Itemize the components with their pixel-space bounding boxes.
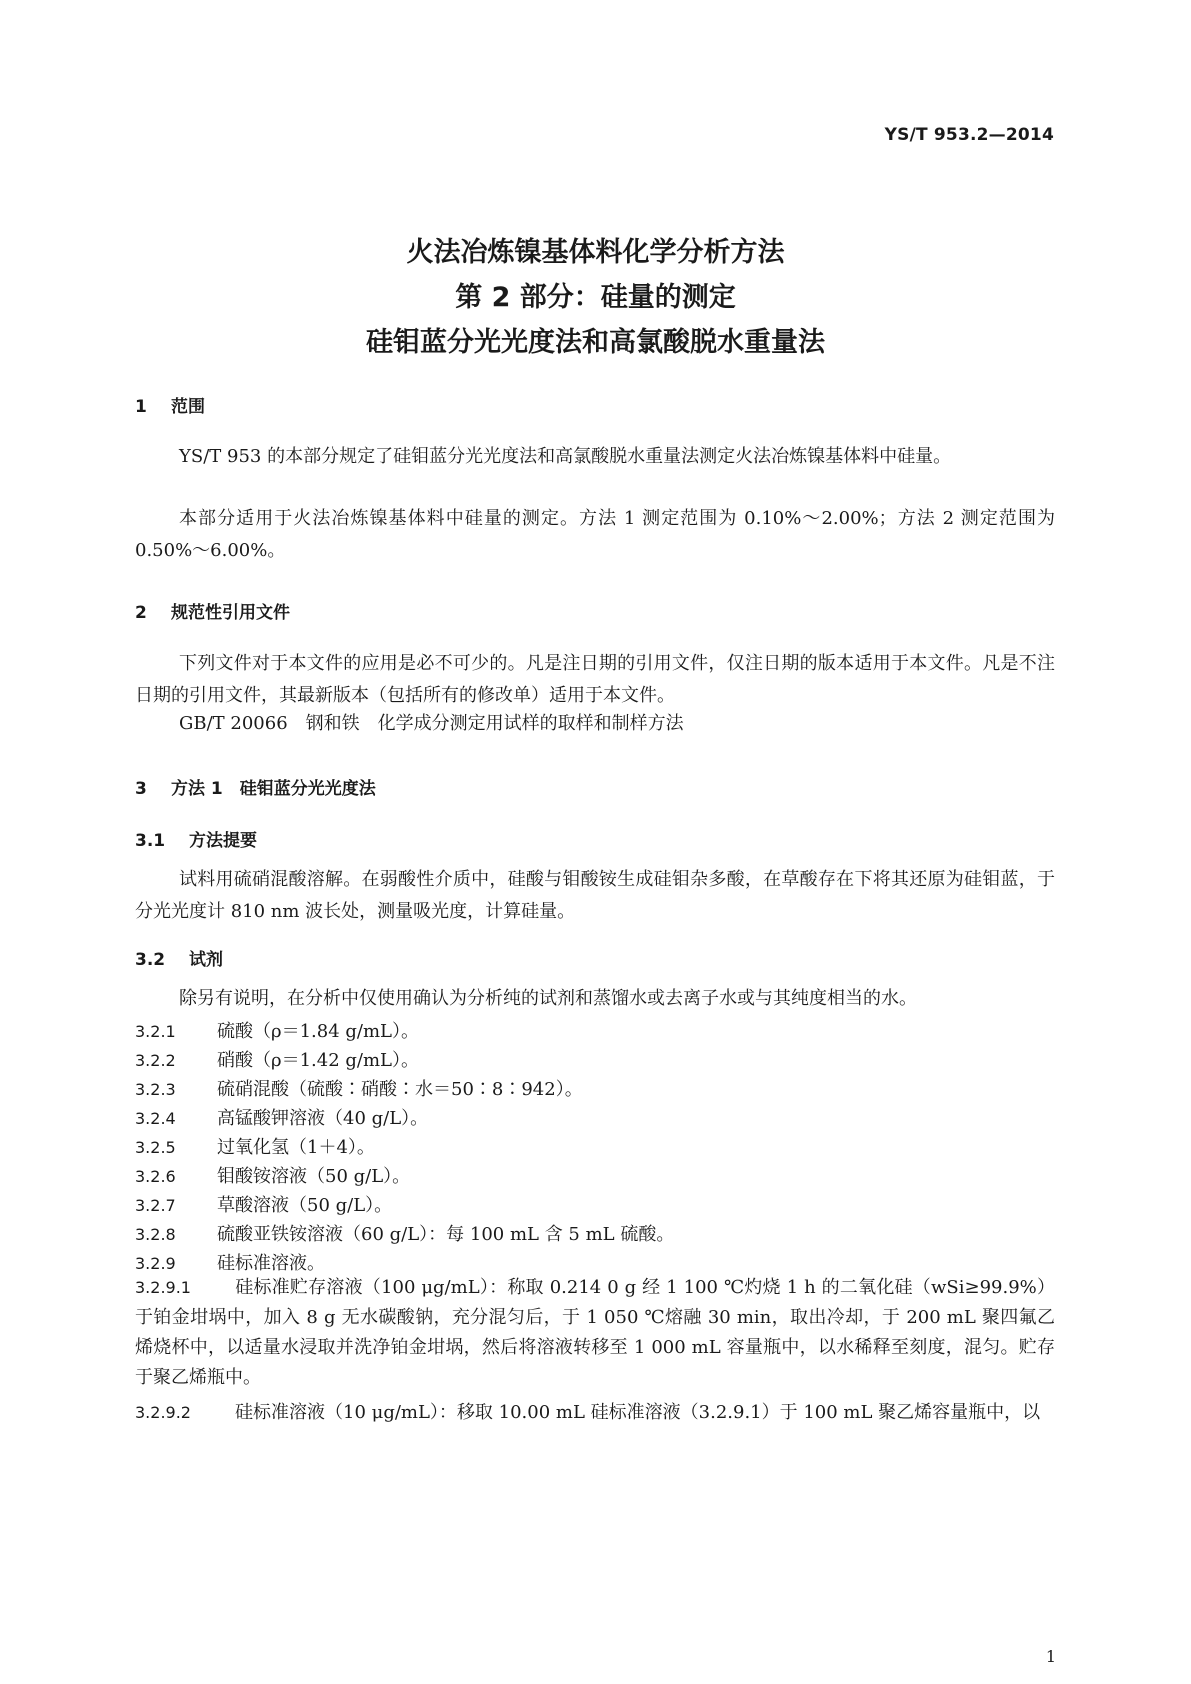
reagent-item: 3.2.2 硝酸（ρ＝1.42 g/mL）。 — [135, 1050, 419, 1071]
document-title — [0, 230, 1191, 365]
page-number: 1 — [1045, 1647, 1056, 1666]
reagent-item: 3.2.8 硫酸亚铁铵溶液（60 g/L）：每 100 mL 含 5 mL 硫酸。 — [135, 1224, 675, 1245]
reagent-item: 3.2.1 硫酸（ρ＝1.84 g/mL）。 — [135, 1021, 419, 1042]
section-3-1-heading — [135, 826, 257, 851]
reagent-item: 3.2.7 草酸溶液（50 g/L）。 — [135, 1195, 393, 1216]
section-title: 范围 — [171, 397, 205, 417]
section-number: 2 — [135, 603, 147, 623]
section-1-paragraph-1: YS/T 953 的本部分规定了硅钼蓝分光光度法和高氯酸脱水重量法测定火法冶炼镍基体料中硅量。 — [179, 446, 952, 467]
title-line-1: 火法冶炼镍基体料化学分析方法 — [406, 237, 785, 268]
section-title: 方法提要 — [189, 831, 257, 851]
section-number: 3.2 — [135, 950, 166, 970]
reagent-item: 3.2.3 硫硝混酸（硫酸∶硝酸∶水＝50∶8∶942）。 — [135, 1079, 583, 1100]
reagent-3-2-9-1: 3.2.9.1 硅标准贮存溶液（100 μg/mL）：称取 0.214 0 g 经 1 100 ℃灼烧 1 h 的二氧化硅（wSi≥99.9%）于铂金坩埚中，加入 8 g 无水碳酸钠，充分混匀后，于 1 050 ℃熔融 30 min，取出冷却，于 200 mL 聚四氟乙烯烧杯中，以适量水浸取并洗净铂金坩埚，然后将溶液转移至 1 000 mL 容量瓶中，以水稀释至刻度，混匀。贮存于聚乙烯瓶中。 — [135, 1277, 1055, 1388]
section-title: 试剂 — [189, 950, 223, 970]
section-2-heading — [135, 598, 290, 623]
reagent-item: 3.2.4 高锰酸钾溶液（40 g/L）。 — [135, 1108, 429, 1129]
section-3-2-heading — [135, 945, 223, 970]
section-number: 1 — [135, 397, 147, 417]
section-number: 3.1 — [135, 831, 166, 851]
section-number: 3 — [135, 779, 147, 799]
standard-code: YS/T 953.2—2014 — [884, 125, 1054, 145]
normative-reference: GB/T 20066 钢和铁 化学成分测定用试样的取样和制样方法 — [179, 713, 684, 734]
section-1-heading — [135, 392, 205, 417]
section-2-paragraph-1: 下列文件对于本文件的应用是必不可少的。凡是注日期的引用文件，仅注日期的版本适用于本文件。凡是不注日期的引用文件，其最新版本（包括所有的修改单）适用于本文件。 — [135, 653, 1055, 706]
section-1-paragraph-2: 本部分适用于火法冶炼镍基体料中硅量的测定。方法 1 测定范围为 0.10%～2.00%；方法 2 测定范围为 0.50%～6.00%。 — [135, 508, 1055, 561]
section-title: 规范性引用文件 — [171, 603, 290, 623]
section-3-1-paragraph: 试料用硫硝混酸溶解。在弱酸性介质中，硅酸与钼酸铵生成硅钼杂多酸，在草酸存在下将其还原为硅钼蓝，于分光光度计 810 nm 波长处，测量吸光度，计算硅量。 — [135, 869, 1055, 922]
reagent-item: 3.2.9 硅标准溶液。 — [135, 1253, 325, 1274]
section-title: 方法 1 硅钼蓝分光光度法 — [171, 779, 376, 799]
reagent-item: 3.2.5 过氧化氢（1＋4）。 — [135, 1137, 375, 1158]
title-line-2: 第 2 部分：硅量的测定 — [455, 282, 736, 313]
reagent-item: 3.2.6 钼酸铵溶液（50 g/L）。 — [135, 1166, 411, 1187]
section-3-2-paragraph: 除另有说明，在分析中仅使用确认为分析纯的试剂和蒸馏水或去离子水或与其纯度相当的水。 — [179, 988, 917, 1009]
title-line-3: 硅钼蓝分光光度法和高氯酸脱水重量法 — [366, 327, 825, 358]
section-3-heading — [135, 774, 376, 799]
reagent-3-2-9-2: 3.2.9.2 硅标准溶液（10 μg/mL）：移取 10.00 mL 硅标准溶液（3.2.9.1）于 100 mL 聚乙烯容量瓶中，以 — [135, 1402, 1041, 1423]
